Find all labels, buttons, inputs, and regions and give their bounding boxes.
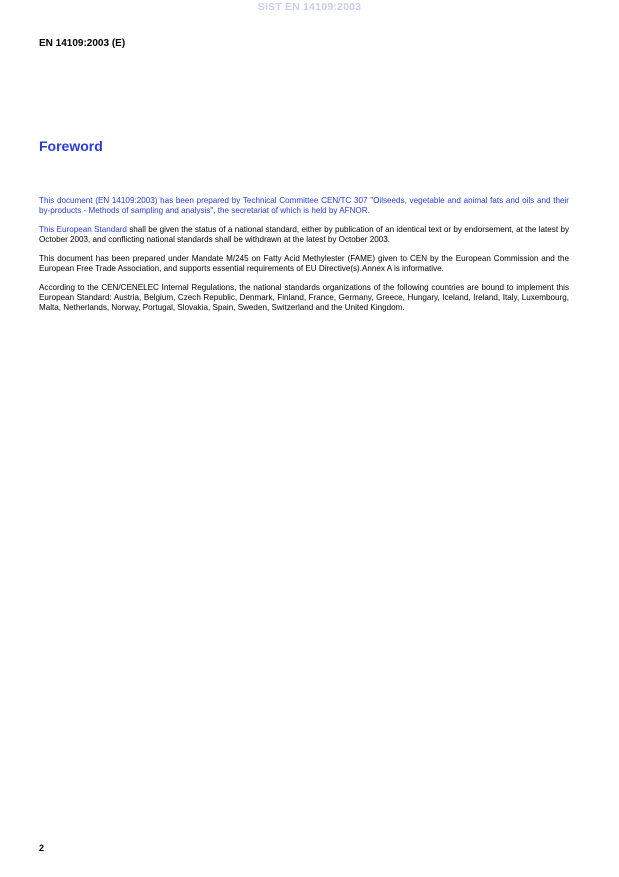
page-number: 2 — [39, 843, 45, 853]
foreword-paragraph-2 — [39, 225, 569, 245]
standard-link-text: This European Standard — [39, 224, 127, 234]
foreword-paragraph-4: According to the CEN/CENELEC Internal Regulations, the national standards organizations of the following countries are bound to implement this European Standard: Austria, Belgium, Czech Republic, Denmark, Finland, France, Germany, Greece, Hungary, Iceland, Ireland, Italy, Luxembourg, Malta, Netherlands, Norway, Portugal, Slovakia, Spain, Sweden, Switzerland and the United Kingdom. — [39, 282, 569, 313]
foreword-paragraph-1: This document (EN 14109:2003) has been prepared by Technical Committee CEN/TC 307 "Oilseeds, vegetable and animal fats and oils and their by-products - Methods of sampling and analysis", the secretariat of which is held by AFNOR. — [39, 196, 569, 216]
foreword-heading: Foreword — [39, 138, 103, 154]
watermark: SIST EN 14109:2003 — [257, 1, 362, 13]
document-id-header: EN 14109:2003 (E) — [39, 38, 126, 49]
foreword-body — [39, 196, 569, 322]
foreword-paragraph-2-rest: shall be given the status of a national standard, either by publication of an identical text or by endorsement, at the latest by October 2003, and conflicting national standards shall be withdrawn at the latest by October 2003. — [39, 224, 569, 245]
foreword-paragraph-3: This document has been prepared under Mandate M/245 on Fatty Acid Methylester (FAME) given to CEN by the European Commission and the European Free Trade Association, and supports essential requirements of EU Directive(s).Annex A is informative. — [39, 253, 569, 274]
